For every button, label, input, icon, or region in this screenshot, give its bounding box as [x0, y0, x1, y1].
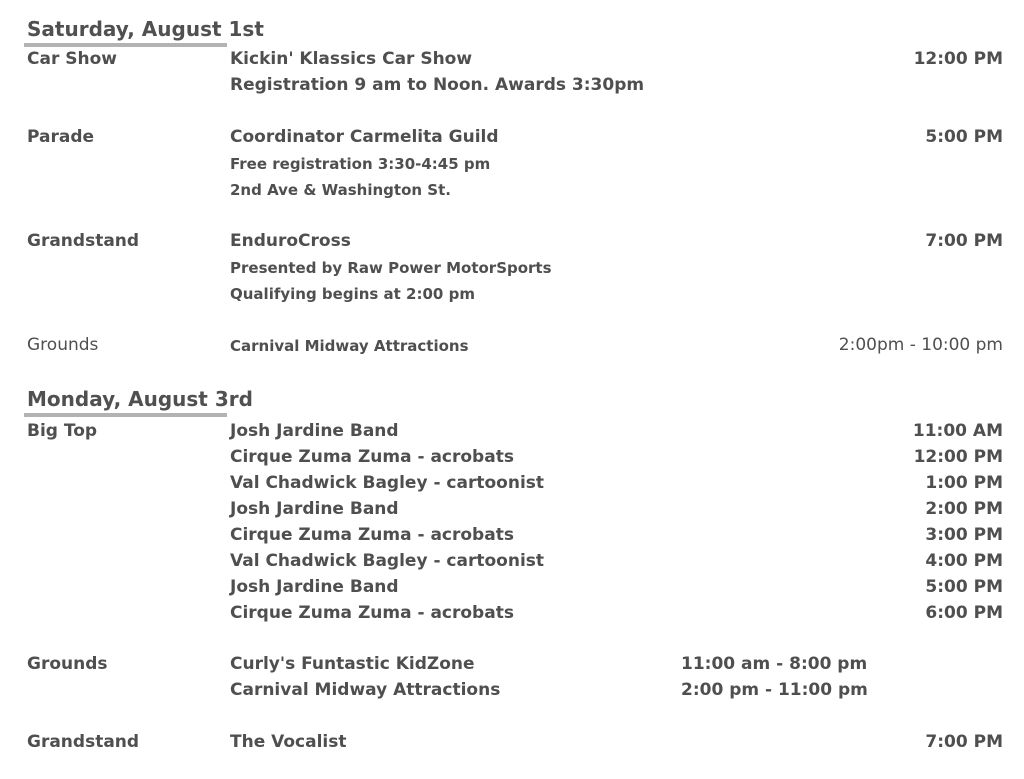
- event-title: Cirque Zuma Zuma - acrobats: [230, 525, 514, 545]
- event-time: 3:00 PM: [925, 525, 1003, 545]
- event-time: 2:00pm - 10:00 pm: [838, 335, 1003, 355]
- venue-label: Grounds: [27, 654, 108, 674]
- event-title: Cirque Zuma Zuma - acrobats: [230, 447, 514, 467]
- event-time: 6:00 PM: [925, 603, 1003, 623]
- event-time: 7:00 PM: [925, 732, 1003, 752]
- event-detail: Registration 9 am to Noon. Awards 3:30pm: [230, 75, 645, 95]
- event-title: Curly's Funtastic KidZone: [230, 654, 475, 674]
- event-time: 2:00 PM: [925, 499, 1003, 519]
- event-title: Carnival Midway Attractions: [230, 337, 469, 355]
- event-time: 4:00 PM: [925, 551, 1003, 571]
- venue-label: Big Top: [27, 421, 98, 441]
- event-time: 7:00 PM: [925, 231, 1003, 251]
- event-time: 12:00 PM: [913, 447, 1003, 467]
- event-time: 11:00 AM: [912, 421, 1003, 441]
- event-title: Val Chadwick Bagley - cartoonist: [230, 473, 545, 493]
- event-title: Coordinator Carmelita Guild: [230, 127, 499, 147]
- event-detail: Free registration 3:30-4:45 pm: [230, 155, 491, 173]
- venue-label: Grandstand: [27, 231, 140, 251]
- event-title: Josh Jardine Band: [230, 499, 399, 519]
- event-title: Josh Jardine Band: [230, 421, 399, 441]
- venue-label: Parade: [27, 127, 95, 147]
- event-title: Val Chadwick Bagley - cartoonist: [230, 551, 545, 571]
- day-heading-monday: Monday, August 3rd: [27, 387, 253, 411]
- event-title: The Vocalist: [230, 732, 347, 752]
- event-title: EnduroCross: [230, 231, 351, 251]
- event-title: Kickin' Klassics Car Show: [230, 49, 473, 69]
- venue-label: Grandstand: [27, 732, 140, 752]
- venue-label: Grounds: [27, 335, 99, 355]
- event-title: Cirque Zuma Zuma - acrobats: [230, 603, 514, 623]
- event-time: 5:00 PM: [925, 577, 1003, 597]
- event-time: 11:00 am - 8:00 pm: [681, 654, 868, 674]
- event-time: 1:00 PM: [925, 473, 1003, 493]
- event-detail: 2nd Ave & Washington St.: [230, 181, 451, 199]
- event-time: 12:00 PM: [913, 49, 1003, 69]
- event-time: 5:00 PM: [925, 127, 1003, 147]
- venue-label: Car Show: [27, 49, 117, 69]
- event-detail: Qualifying begins at 2:00 pm: [230, 285, 475, 303]
- day-heading-underline: [24, 413, 227, 417]
- day-heading-saturday: Saturday, August 1st: [27, 17, 264, 41]
- event-time: 2:00 pm - 11:00 pm: [681, 680, 868, 700]
- event-title: Josh Jardine Band: [230, 577, 399, 597]
- event-title: Carnival Midway Attractions: [230, 680, 501, 700]
- day-heading-underline: [24, 43, 227, 47]
- event-detail: Presented by Raw Power MotorSports: [230, 259, 552, 277]
